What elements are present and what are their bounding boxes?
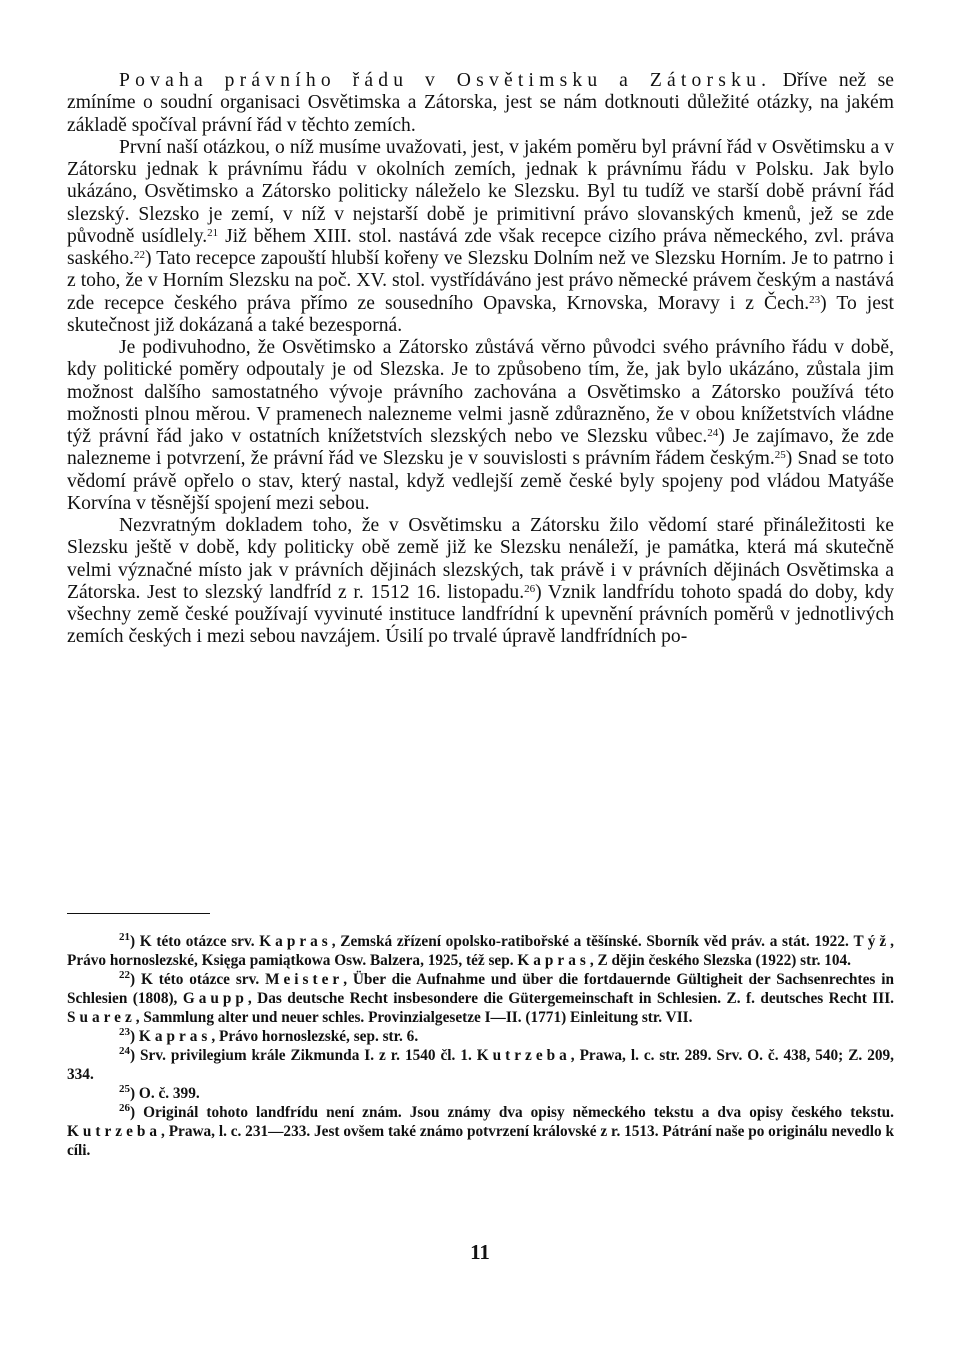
footnote-23: $^{23}$) Kapras, Právo hornoslezské, sep. str. 6. bbox=[119, 1026, 419, 1045]
footnote-24: $^{24}$) Srv. privilegium krále Zikmunda I. z r. 1540 čl. 1. Kutrzeba, Prawa, l. c. str. 289. Srv. O. č. 438, 540; Z. 209, 334. bbox=[67, 1045, 894, 1083]
footnote-ref: 25 bbox=[774, 449, 786, 462]
footnotes bbox=[67, 932, 894, 1160]
footnote-21: $^{21}$) K této otázce srv. Kapras, Zemská zřízení opolsko-ratibořské a těšínské. Sborník věd práv. a stát. 1922. Týž, Právo hornoslezské, Księga pamiątkowa Osw. Balzera, 1925, též sep. Kapras, Z dějin českého Slezska (1922) str. 104. bbox=[67, 931, 894, 969]
footnote-26: $^{26}$) Originál tohoto landfrídu není znám. Jsou známy dva opisy německého tekstu a dva opisy českého tekstu. Kutrzeba, Prawa, l. c. 231—233. Jest ovšem také známo potvrzení královské z r. 1513. Pátrání naše po originálu nevedlo k cíli. bbox=[67, 1102, 894, 1159]
paragraph: První naší otázkou, o níž musíme uvažovati, jest, v jakém poměru byl právní řád v Osvětimsku a v Zátorsku jednak k právnímu řádu v okolních zemích, jednak k právnímu řádu v Polsku. Jak bylo ukázáno, Osvětimsko a Zátorsko politicky náleželo ke Slezsku. Byl tu tudíž ve starší době právní řád slezský. Slezsko je zemí, v níž v nejstarší době je primitivní právo slovanských kmenů, jež se zde původně usídlely.$^{21}$ Již během XIII. stol. nastává zde však recepce cizího práva německého, zvl. práva saského.$^{22}$) Tato recepce zapouští hlubší kořeny ve Slezsku Dolním než ve Slezsku Horním. Je to patrno i z toho, že v Horním Slezsku na poč. XV. stol. vystřídáváno jest právo německé právem českým a nastává zde recepce českého práva přímo ze sousedního Opavska, Krnovska, Moravy i z Čech.$^{23}$) To jest skutečnost již dokázaná a také bezesporná. bbox=[67, 136, 895, 336]
paragraph: Nezvratným dokladem toho, že v Osvětimsku a Zátorsku žilo vědomí staré přináležitosti ke Slezsku ještě v době, kdy politicky obě země již ke Slezsku nenáleží, je památka, která má skutečně velmi význačné místo jak v právních dějinách slezských, tak právě i v právních dějinách Osvětimska a Zátorska. Jest to slezský landfríd z r. 1512 16. listopadu.$^{26}$) Vznik landfrídu tohoto spadá do doby, kdy všechny země české používají vyvinuté instituce landfrídní k upevnění právních poměrů v jednotlivých zemích českých i mezi sebou navzájem. Úsilí po trvalé úpravě landfrídních po- bbox=[67, 515, 895, 648]
paragraph: Je podivuhodno, že Osvětimsko a Zátorsko zůstává věrno původci svého právního řádu v době, kdy politické poměry odpoutaly je od Slezska. Je to způsobeno tím, že, jak bylo ukázáno, zůstala jim možnost dalšího samostatného vývoje právního zachována a Osvětimsko a Zátorsko používá této možnosti plnou měrou. V pramenech nalezneme velmi jasně zdůrazněno, že v obou knížetstvích vládne týž právní řád jako v ostatních knížetstvích slezských nebo ve Slezsku vůbec.$^{24}$) Je zajímavo, že zde nalezneme i potvrzení, že právní řád ve Slezsku je v souvislosti s právním řádem českým.$^{25}$) Snad se toto vědomí právě opřelo o stav, který nastal, když vedlejší země české byly spojeny pod vládou Matyáše Korvína v těsnější spojení mezi sebou. bbox=[67, 337, 895, 514]
paragraph: Povaha právního řádu v Osvětimsku a Zátorsku. Dříve než se zmíníme o soudní organisaci Osvětimska a Zátorska, jest se nám dotknouti důležité otázky, na jakém základě spočíval právní řád v těchto zemích. bbox=[67, 70, 894, 136]
main-text bbox=[67, 70, 894, 649]
footnote-ref: 22 bbox=[133, 249, 145, 261]
footnote-divider bbox=[67, 913, 210, 914]
footnote-ref: 26 bbox=[524, 582, 536, 595]
footnote-25: $^{25}$) O. č. 399. bbox=[119, 1083, 200, 1102]
page-number: 11 bbox=[470, 1240, 490, 1264]
footnote-ref: 24 bbox=[707, 427, 719, 439]
footnote-ref: 23 bbox=[809, 293, 821, 306]
section-heading: Povaha právního řádu v Osvětimsku a Zátorsku. bbox=[119, 70, 772, 91]
footnote-ref: 21 bbox=[207, 226, 219, 239]
footnote-22: $^{22}$) K této otázce srv. Meister, Über die Aufnahme und über die fortdauernde Gültigheit der Sachsenrechtes in Schlesien (1808), Gaupp, Das deutsche Recht insbesondere die Gütergemeinschaft in Schlesien. Z. f. deutsches Recht III. Suarez, Sammlung alter und neuer schles. Provinzialgesetze I—II. (1771) Einleitung str. VII. bbox=[67, 969, 894, 1026]
